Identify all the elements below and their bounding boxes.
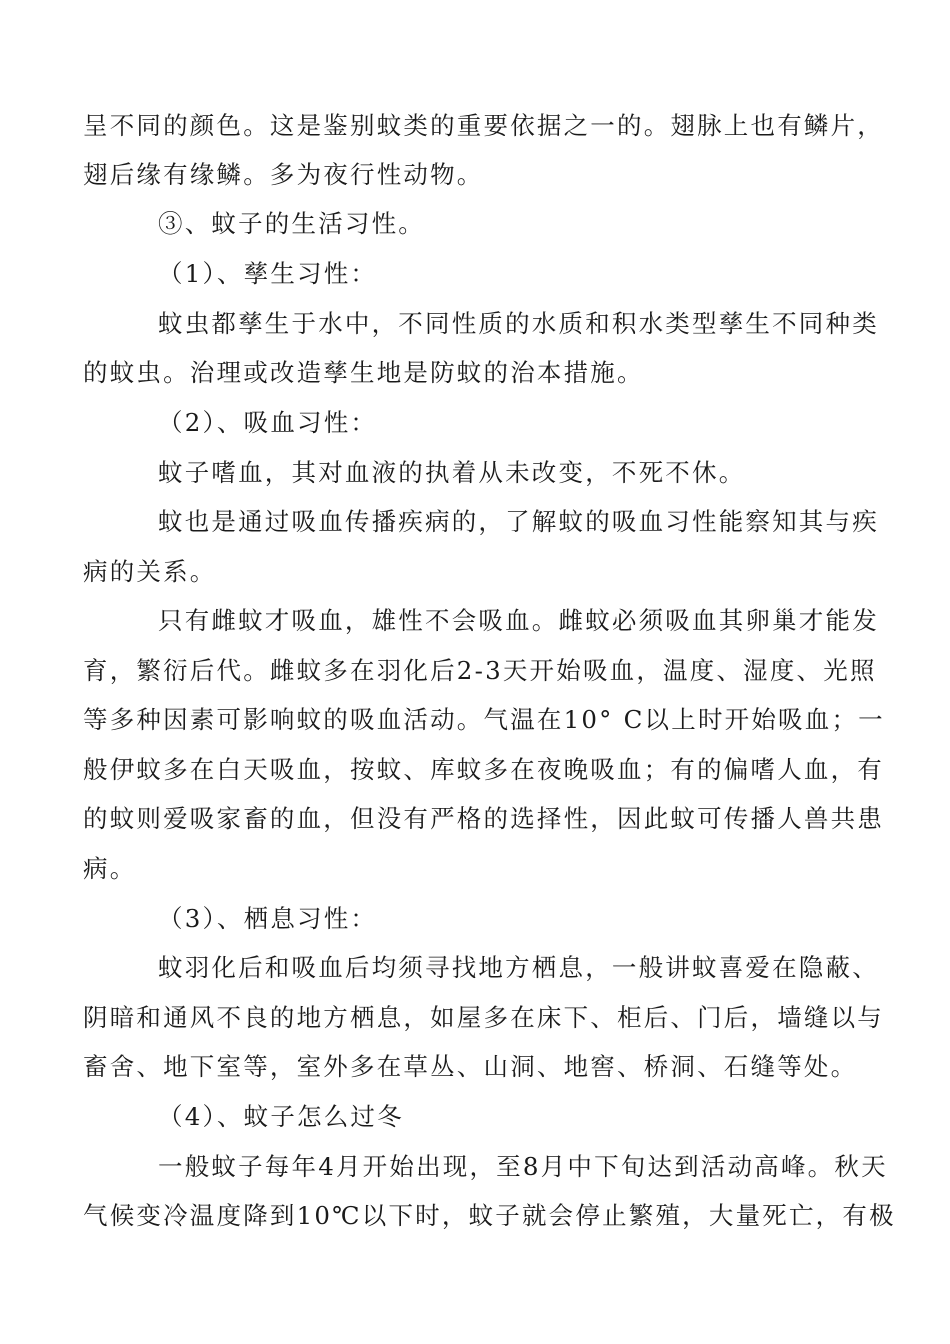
paragraph-line: 畜舍、地下室等，室外多在草丛、山洞、地窖、桥洞、石缝等处。	[83, 1052, 858, 1081]
paragraph-line: 只有雌蚊才吸血，雄性不会吸血。雌蚊必须吸血其卵巢才能发	[158, 606, 879, 635]
paragraph-line: 般伊蚊多在白天吸血，按蚊、库蚊多在夜晚吸血；有的偏嗜人血，有	[83, 755, 884, 784]
subsection-heading: （3）、栖息习性：	[158, 904, 378, 933]
subsection-heading: （2）、吸血习性：	[158, 408, 378, 437]
paragraph-line: 蚊虫都孳生于水中，不同性质的水质和积水类型孳生不同种类	[158, 309, 879, 338]
paragraph-line: 蚊也是通过吸血传播疾病的，了解蚊的吸血习性能察知其与疾	[158, 507, 879, 536]
section-heading: ③、蚊子的生活习性。	[158, 209, 425, 238]
paragraph-line: 的蚊则爱吸家畜的血，但没有严格的选择性，因此蚊可传播人兽共患	[83, 804, 884, 833]
paragraph-line: 翅后缘有缘鳞。多为夜行性动物。	[83, 160, 484, 189]
paragraph-line: 病的关系。	[83, 557, 217, 586]
paragraph-line: 呈不同的颜色。这是鉴别蚊类的重要依据之一的。翅脉上也有鳞片，	[83, 111, 884, 140]
subsection-heading: （1）、孳生习性：	[158, 259, 378, 288]
paragraph-line: 一般蚊子每年4月开始出现，至8月中下旬达到活动高峰。秋天	[158, 1152, 888, 1181]
paragraph-line: 气候变冷温度降到10℃以下时，蚊子就会停止繁殖，大量死亡，有极	[83, 1201, 896, 1230]
paragraph-line: 等多种因素可影响蚊的吸血活动。气温在10° C以上时开始吸血；一	[83, 705, 885, 734]
paragraph-line: 病。	[83, 854, 137, 883]
paragraph-line: 阴暗和通风不良的地方栖息，如屋多在床下、柜后、门后，墙缝以与	[83, 1003, 884, 1032]
paragraph-line: 蚊羽化后和吸血后均须寻找地方栖息，一般讲蚊喜爱在隐蔽、	[158, 953, 879, 982]
paragraph-line: 育，繁衍后代。雌蚊多在羽化后2-3天开始吸血，温度、湿度、光照	[83, 656, 877, 685]
subsection-heading: （4）、蚊子怎么过冬	[158, 1102, 404, 1131]
paragraph-line: 的蚊虫。治理或改造孳生地是防蚊的治本措施。	[83, 358, 644, 387]
paragraph-line: 蚊子嗜血，其对血液的执着从未改变，不死不休。	[158, 458, 746, 487]
